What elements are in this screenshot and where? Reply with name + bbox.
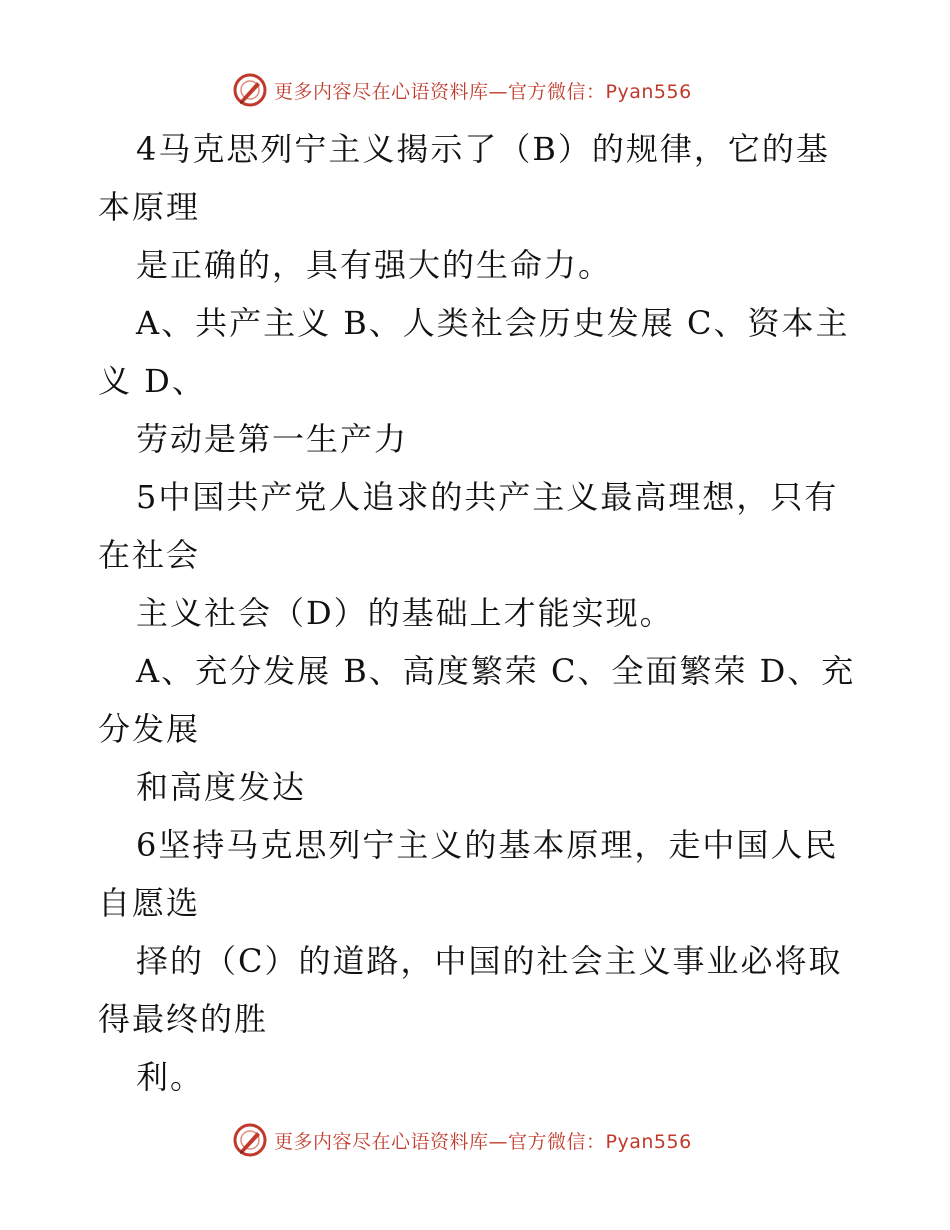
text-line: 义 D、 xyxy=(98,362,206,400)
text-line: 分发展 xyxy=(98,710,201,748)
text-line: 本原理 xyxy=(98,188,201,226)
text-line: 利。 xyxy=(136,1058,205,1096)
text-line: 和高度发达 xyxy=(136,768,307,806)
text-line: 是正确的，具有强大的生命力。 xyxy=(136,246,613,284)
text-line: 4马克思列宁主义揭示了（B）的规律，它的基 xyxy=(136,130,830,168)
text-line: 主义社会（D）的基础上才能实现。 xyxy=(136,594,674,632)
document-body xyxy=(98,120,856,1106)
text-line: 得最终的胜 xyxy=(98,1000,269,1038)
pen-logo-icon xyxy=(232,72,268,108)
text-line: 择的（C）的道路，中国的社会主义事业必将取 xyxy=(136,942,843,980)
text-line: 劳动是第一生产力 xyxy=(136,420,409,458)
text-line: 自愿选 xyxy=(98,884,201,922)
header-banner-text: 更多内容尽在心语资料库—官方微信：Pyan556 xyxy=(274,80,692,103)
text-line: A、充分发展 B、高度繁荣 C、全面繁荣 D、充 xyxy=(136,652,856,690)
footer-banner xyxy=(232,1120,692,1160)
text-line: 5中国共产党人追求的共产主义最高理想，只有 xyxy=(136,478,839,516)
footer-banner-text: 更多内容尽在心语资料库—官方微信：Pyan556 xyxy=(274,1130,692,1153)
header-banner xyxy=(232,70,692,110)
text-line: A、共产主义 B、人类社会历史发展 C、资本主 xyxy=(136,304,850,342)
text-line: 在社会 xyxy=(98,536,201,574)
pen-logo-icon xyxy=(232,1122,268,1158)
text-line: 6坚持马克思列宁主义的基本原理，走中国人民 xyxy=(136,826,839,864)
